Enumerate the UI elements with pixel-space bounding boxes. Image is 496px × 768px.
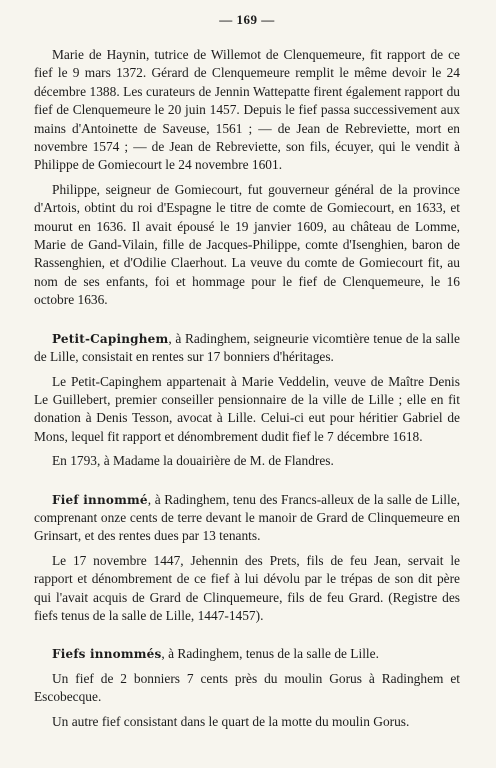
section-heading-term: Fief innommé — [52, 492, 148, 507]
section-heading-text: , à Radinghem, tenus de la salle de Lille. — [161, 646, 379, 662]
paragraph: Le Petit-Capinghem appartenait à Marie Veddelin, veuve de Maître Denis Le Guillebert, premier conseiller pensionnaire de la ville de Lille ; elle en fit donation à Denis Tesson, avocat à Lille. Celui-ci eut pour héritier Gabriel de Mons, lequel fit rapport et dénombrement dudit fief le 7 décembre 1618. — [34, 373, 460, 444]
section-heading-paragraph — [34, 645, 460, 663]
section-heading-term: Petit-Capinghem — [52, 331, 169, 346]
paragraph: Un autre fief consistant dans le quart de la motte du moulin Gorus. — [52, 713, 410, 729]
section-heading-text: , à Radinghem, seigneurie vicomtière tenue de la salle de Lille, consistait en rentes sur 17 bonniers d'héritages. — [34, 330, 460, 365]
section-heading-term: Fiefs innommés — [52, 647, 162, 662]
page-number: — 169 — — [219, 12, 275, 27]
paragraph: Marie de Haynin, tutrice de Willemot de Clenquemeure, fit rapport de ce fief le 9 mars 1372. Gérard de Clenquemeure remplit le même devoir le 24 décembre 1388. Les curateurs de Jennin Wattepatte firent également rapport du fief de Clenquemeure le 20 juin 1457. Depuis le fief passa successivement aux mains d'Antoinette de Saveuse, 1561 ; — de Jean de Rebreviette, mort en novembre 1574 ; — de Jean de Rebreviette, son fils, écuyer, qui le vendit à Philippe de Gomiecourt le 24 novembre 1601. — [34, 47, 460, 173]
paragraph: Un fief de 2 bonniers 7 cents près du moulin Gorus à Radinghem et Escobecque. — [34, 670, 460, 705]
paragraph: Philippe, seigneur de Gomiecourt, fut gouverneur général de la province d'Artois, obtint du roi d'Espagne le titre de comte de Gomiecourt, en 1633, et mourut en 1636. Il avait épousé le 19 janvier 1609, au château de Lomme, Marie de Gand-Vilain, fille de Jacques-Philippe, comte d'Isenghien, baron de Rassenghien, et d'Odilie Claerhout. La veuve du comte de Gomiecourt fit, au nom de ses enfants, foi et hommage pour le fief de Clenquemeure, le 16 octobre 1636. — [34, 181, 460, 308]
section-heading-paragraph — [34, 491, 460, 546]
paragraph: Le 17 novembre 1447, Jehennin des Prets, fils de feu Jean, servait le rapport et dénombrement de ce fief à lui dévolu par le trépas de son dit père qui l'avait acquis de Grard de Clinquemeure, fils de feu Grard. (Registre des fiefs tenus de la salle de Lille, 1447-1457). — [34, 552, 460, 623]
section-heading-text: , à Radinghem, tenu des Francs-alleux de la salle de Lille, comprenant onze cents de terre devant le manoir de Grard de Clinquemeure en Grinsart, et des rentes dues par 13 tenants. — [34, 491, 460, 544]
section-heading-paragraph — [34, 330, 460, 367]
paragraph: En 1793, à Madame la douairière de M. de Flandres. — [52, 453, 334, 469]
